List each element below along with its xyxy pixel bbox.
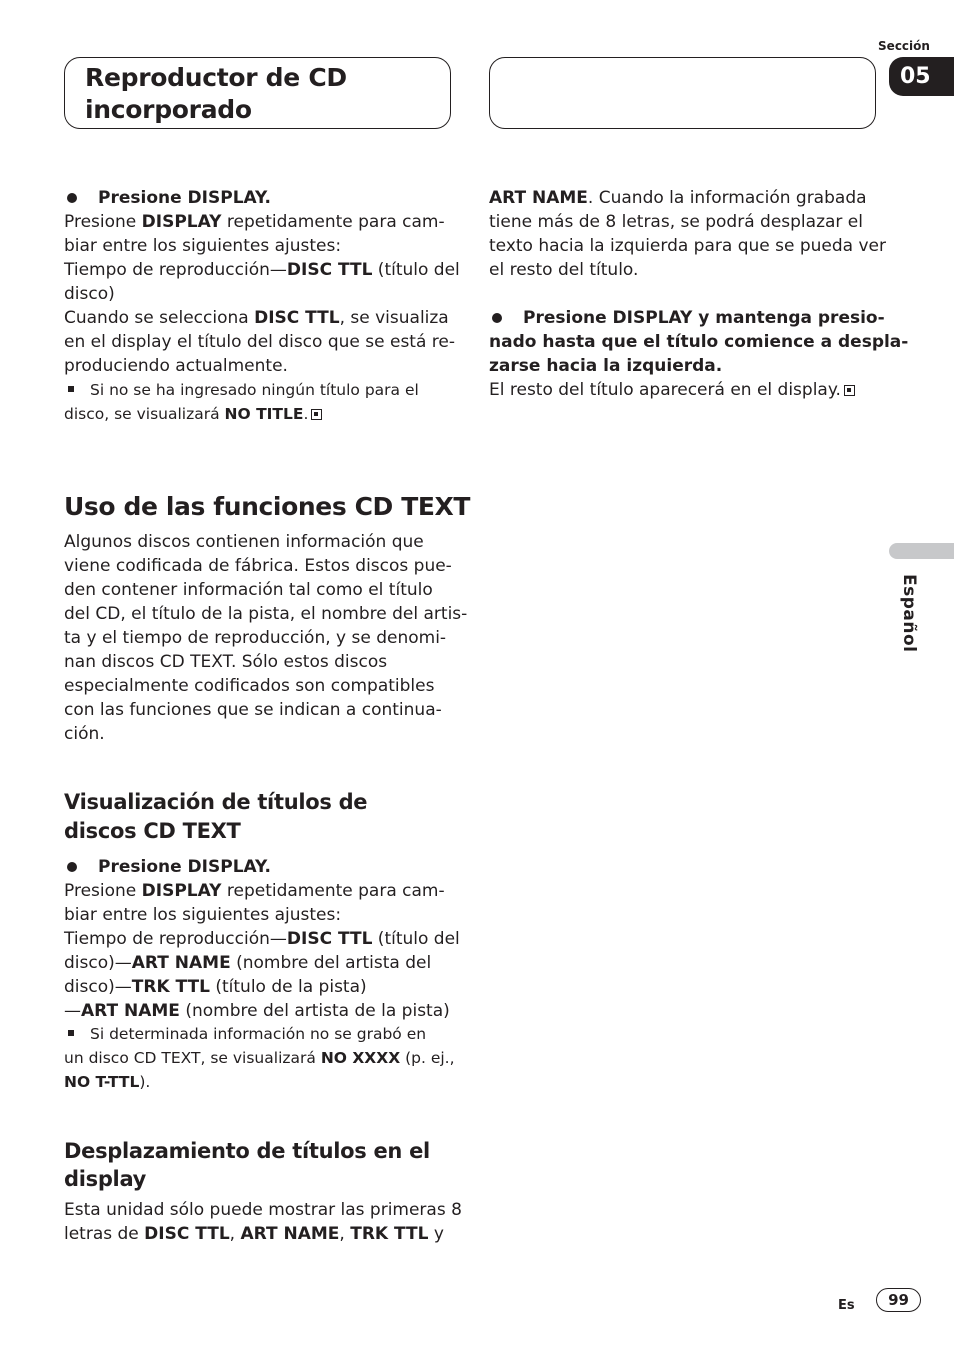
paragraph-line: con las funciones que se indican a continua- <box>64 700 442 720</box>
bullet-icon <box>492 313 502 323</box>
text-line: ART NAME. Cuando la información grabada <box>489 188 867 208</box>
chapter-title-box <box>64 57 451 129</box>
paragraph-line: den contener información tal como el título <box>64 580 433 600</box>
language-label: Español <box>899 574 919 653</box>
language-tab <box>889 543 954 559</box>
end-mark-icon <box>844 385 855 396</box>
text-line: disco)—ART NAME (nombre del artista del <box>64 953 432 973</box>
page-number: 99 <box>876 1288 921 1312</box>
text-line: Cuando se selecciona DISC TTL, se visualiza <box>64 308 449 328</box>
note-line: un disco CD TEXT, se visualizará NO XXXX (p. ej., <box>64 1049 455 1067</box>
note-line: Si no se ha ingresado ningún título para el <box>64 378 456 402</box>
text-line: biar entre los siguientes ajustes: <box>64 236 342 256</box>
text-line: Presione DISPLAY repetidamente para cam- <box>64 212 445 232</box>
text-line: disco)—TRK TTL (título de la pista) <box>64 977 367 997</box>
result-line: El resto del título aparecerá en el display. <box>489 378 881 402</box>
bullet-icon <box>67 862 77 872</box>
note-square-icon <box>68 1030 74 1036</box>
paragraph-line: especialmente codificados son compatibles <box>64 676 435 696</box>
section-heading-cd-text: Uso de las funciones CD TEXT <box>64 492 471 521</box>
text-line: produciendo actualmente. <box>64 356 288 376</box>
step-hold-display: Presione DISPLAY y mantenga presio- <box>489 306 881 330</box>
text-line: Tiempo de reproducción—DISC TTL (título del <box>64 260 460 280</box>
paragraph-line: ción. <box>64 724 105 744</box>
note-line: Si determinada información no se grabó en <box>64 1022 456 1046</box>
note-line: disco, se visualizará NO TITLE. <box>64 402 456 426</box>
end-mark-icon <box>311 409 322 420</box>
chapter-title-line2: incorporado <box>85 95 252 124</box>
step-press-display: Presione DISPLAY. <box>64 186 456 210</box>
paragraph-line: Algunos discos contienen información que <box>64 532 424 552</box>
step-hold-display-line2: nado hasta que el título comience a despla- <box>489 332 909 352</box>
section-label: Sección <box>878 39 930 53</box>
text-line: —ART NAME (nombre del artista de la pista) <box>64 1001 450 1021</box>
text-line: Esta unidad sólo puede mostrar las primeras 8 <box>64 1200 462 1220</box>
empty-header-box <box>489 57 876 129</box>
text-line: Tiempo de reproducción—DISC TTL (título del <box>64 929 460 949</box>
language-code: Es <box>838 1298 855 1313</box>
note-square-icon <box>68 386 74 392</box>
text-line: en el display el título del disco que se está re- <box>64 332 455 352</box>
subheading-visualizacion-line2: discos CD TEXT <box>64 819 241 843</box>
step-press-display: Presione DISPLAY. <box>64 855 456 879</box>
text-line: Presione DISPLAY repetidamente para cam- <box>64 881 445 901</box>
text-line: biar entre los siguientes ajustes: <box>64 905 342 925</box>
paragraph-line: ta y el tiempo de reproducción, y se denomi- <box>64 628 447 648</box>
chapter-title <box>85 62 440 126</box>
bullet-icon <box>67 193 77 203</box>
text-line: texto hacia la izquierda para que se pueda ver <box>489 236 886 256</box>
text-line: tiene más de 8 letras, se podrá desplazar el <box>489 212 863 232</box>
chapter-title-line1: Reproductor de CD <box>85 63 347 92</box>
subheading-desplazamiento-line2: display <box>64 1167 147 1191</box>
text-line: disco) <box>64 284 115 304</box>
paragraph-line: nan discos CD TEXT. Sólo estos discos <box>64 652 388 672</box>
subheading-desplazamiento-line1: Desplazamiento de títulos en el <box>64 1139 430 1163</box>
section-number-tab: 05 <box>889 57 954 96</box>
text-line: letras de DISC TTL, ART NAME, TRK TTL y <box>64 1224 444 1244</box>
paragraph-line: viene codificada de fábrica. Estos discos pue- <box>64 556 452 576</box>
subheading-visualizacion-line1: Visualización de títulos de <box>64 790 368 814</box>
step-hold-display-line3: zarse hacia la izquierda. <box>489 356 723 376</box>
text-line: el resto del título. <box>489 260 639 280</box>
paragraph-line: del CD, el título de la pista, el nombre del artis- <box>64 604 468 624</box>
note-line: NO T-TTL). <box>64 1073 151 1091</box>
